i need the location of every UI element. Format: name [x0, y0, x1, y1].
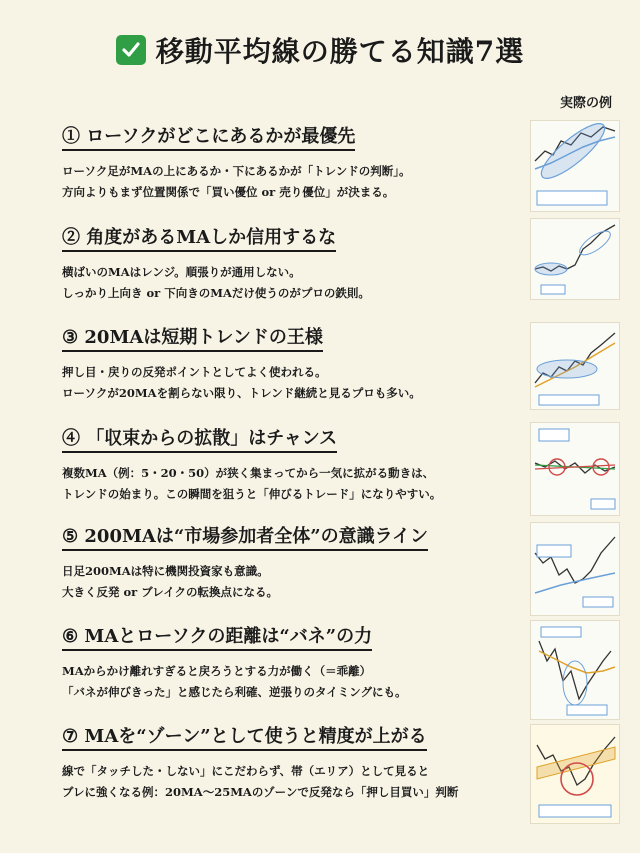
section-line: 日足200MAは特に機関投資家も意識。 — [62, 564, 269, 578]
page-title: 移動平均線の勝てる知識7選 — [155, 35, 525, 68]
section-line: 方向よりもまず位置関係で「買い優位 or 売り優位」が決まる。 — [62, 185, 395, 199]
example-chart-1 — [530, 120, 620, 212]
section-2 — [62, 223, 518, 304]
example-chart-7 — [530, 724, 620, 824]
example-chart-4 — [530, 422, 620, 516]
section-line: 「バネが伸びきった」と感じたら利確、逆張りのタイミングにも。 — [62, 685, 407, 699]
section-line: 複数MA（例：5・20・50）が狭く集まってから一気に拡がる動きは、 — [62, 466, 435, 480]
section-title: ④ 「収束からの拡散」はチャンス — [62, 424, 337, 453]
section-line: ブレに強くなる例：20MA〜25MAのゾーンで反発なら「押し目買い」判断 — [62, 785, 459, 799]
section-7 — [62, 722, 518, 803]
section-body — [62, 362, 518, 404]
title-bar — [0, 30, 640, 70]
example-chart-2 — [530, 218, 620, 300]
section-body — [62, 262, 518, 304]
section-body — [62, 561, 518, 603]
example-column-label: 実際の例 — [559, 96, 612, 111]
section-line: ローソク足がMAの上にあるか・下にあるかが「トレンドの判断」。 — [62, 164, 411, 178]
section-5 — [62, 522, 518, 603]
check-mark-icon — [116, 35, 146, 65]
section-line: 大きく反発 or ブレイクの転換点になる。 — [62, 585, 278, 599]
section-body — [62, 463, 518, 505]
section-3 — [62, 323, 518, 404]
section-title: ⑤ 200MAは“市場参加者全体”の意識ライン — [62, 522, 428, 551]
section-line: しっかり上向き or 下向きのMAだけ使うのがプロの鉄則。 — [62, 286, 370, 300]
section-body — [62, 761, 518, 803]
section-title: ③ 20MAは短期トレンドの王様 — [62, 323, 323, 352]
example-chart-3 — [530, 322, 620, 410]
section-body — [62, 661, 518, 703]
section-line: MAからかけ離れすぎると戻ろうとする力が働く（＝乖離） — [62, 664, 372, 678]
example-chart-6 — [530, 620, 620, 720]
section-title: ② 角度があるMAしか信用するな — [62, 223, 336, 252]
section-title: ① ローソクがどこにあるかが最優先 — [62, 122, 355, 151]
section-line: 線で「タッチした・しない」にこだわらず、帯（エリア）として見ると — [62, 764, 430, 778]
section-title: ⑥ MAとローソクの距離は“バネ”の力 — [62, 622, 372, 651]
section-line: 押し目・戻りの反発ポイントとしてよく使われる。 — [62, 365, 327, 379]
section-1 — [62, 122, 518, 203]
section-4 — [62, 424, 518, 505]
section-line: 横ばいのMAはレンジ。順張りが通用しない。 — [62, 265, 301, 279]
example-chart-5 — [530, 522, 620, 616]
section-line: ローソクが20MAを割らない限り、トレンド継続と見るプロも多い。 — [62, 386, 421, 400]
section-6 — [62, 622, 518, 703]
section-body — [62, 161, 518, 203]
section-title: ⑦ MAを“ゾーン”として使うと精度が上がる — [62, 722, 427, 751]
section-line: トレンドの始まり。この瞬間を狙うと「伸びるトレード」になりやすい。 — [62, 487, 442, 501]
